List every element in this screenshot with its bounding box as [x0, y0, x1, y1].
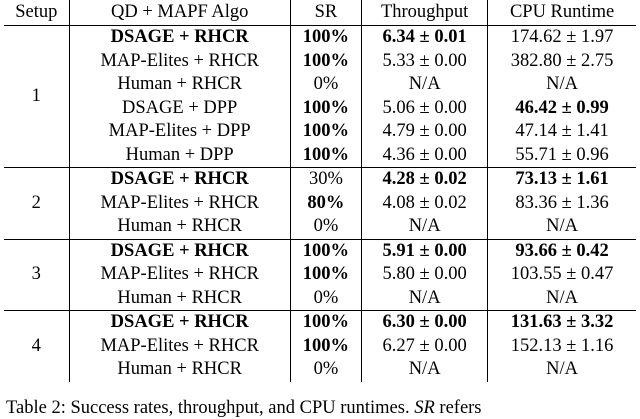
runtime-cell: N/A — [488, 215, 636, 239]
algo-cell: Human + RHCR — [69, 215, 290, 239]
sr-cell: 100% — [290, 239, 361, 263]
table-row — [4, 311, 636, 335]
runtime-cell: 55.71 ± 0.96 — [488, 144, 636, 168]
table-row — [4, 73, 636, 97]
setup-cell: 1 — [4, 26, 69, 168]
runtime-cell: 103.55 ± 0.47 — [510, 264, 614, 284]
setup-cell: 4 — [4, 311, 69, 382]
table-row — [4, 97, 636, 121]
throughput-cell: 5.33 ± 0.00 — [362, 50, 488, 74]
sr-cell: 0% — [290, 215, 361, 239]
table-row — [4, 144, 636, 168]
header-algo: QD + MAPF Algo — [69, 0, 290, 26]
table-row — [4, 192, 636, 216]
throughput-cell: N/A — [362, 73, 488, 97]
algo-cell: Human + RHCR — [69, 287, 290, 311]
runtime-cell: N/A — [546, 74, 579, 94]
table-row — [4, 239, 636, 263]
throughput-cell: 4.08 ± 0.02 — [362, 192, 488, 216]
header-setup: Setup — [4, 0, 69, 26]
table-row — [4, 335, 636, 359]
algo-cell: MAP-Elites + RHCR — [69, 263, 290, 287]
sr-cell: 30% — [290, 168, 361, 192]
sr-cell: 100% — [290, 263, 361, 287]
algo-cell: MAP-Elites + DPP — [69, 120, 290, 144]
sr-cell: 0% — [290, 73, 361, 97]
sr-cell: 100% — [290, 311, 361, 335]
algo-cell: Human + DPP — [69, 144, 290, 168]
algo-cell: MAP-Elites + RHCR — [69, 50, 290, 74]
caption-em: SR — [414, 398, 435, 418]
table-body — [4, 26, 636, 382]
throughput-cell: N/A — [362, 358, 488, 382]
sr-cell: 100% — [290, 144, 361, 168]
table-row — [4, 120, 636, 144]
runtime-cell: N/A — [488, 287, 636, 311]
setup-cell: 3 — [4, 239, 69, 311]
algo-cell: DSAGE + DPP — [69, 97, 290, 121]
runtime-cell: 73.13 ± 1.61 — [515, 169, 609, 189]
table-row — [4, 50, 636, 74]
header-sr: SR — [290, 0, 361, 26]
sr-cell: 100% — [290, 335, 361, 359]
sr-cell: 100% — [290, 26, 361, 50]
runtime-cell: 93.66 ± 0.42 — [515, 240, 609, 261]
sr-cell: 0% — [290, 287, 361, 311]
table-row — [4, 26, 636, 50]
caption-tail: refers — [434, 398, 482, 418]
throughput-cell: 6.34 ± 0.01 — [362, 26, 488, 50]
table-caption — [6, 398, 640, 419]
throughput-cell: N/A — [362, 287, 488, 311]
setup-cell: 2 — [4, 168, 69, 240]
throughput-cell: 6.27 ± 0.00 — [362, 335, 488, 359]
throughput-cell: 6.30 ± 0.00 — [362, 311, 488, 335]
sr-cell: 100% — [290, 120, 361, 144]
algo-cell: MAP-Elites + RHCR — [69, 335, 290, 359]
runtime-cell: 47.14 ± 1.41 — [515, 121, 609, 141]
table-row — [4, 215, 636, 239]
throughput-cell: N/A — [362, 215, 488, 239]
table-header-row — [4, 0, 636, 26]
table-row — [4, 287, 636, 311]
algo-cell: Human + RHCR — [69, 358, 290, 382]
algo-cell: DSAGE + RHCR — [69, 168, 290, 192]
runtime-cell: 382.80 ± 2.75 — [510, 50, 614, 71]
runtime-cell: 131.63 ± 3.32 — [510, 312, 614, 332]
algo-cell: DSAGE + RHCR — [69, 239, 290, 263]
sr-cell: 0% — [290, 358, 361, 382]
throughput-cell: 4.36 ± 0.00 — [362, 144, 488, 168]
throughput-cell: 5.06 ± 0.00 — [362, 97, 488, 121]
sr-cell: 100% — [290, 50, 361, 74]
results-table — [4, 0, 636, 382]
throughput-cell: 5.80 ± 0.00 — [362, 263, 488, 287]
header-throughput: Throughput — [362, 0, 488, 26]
table-row — [4, 263, 636, 287]
sr-cell: 80% — [290, 192, 361, 216]
throughput-cell: 5.91 ± 0.00 — [362, 239, 488, 263]
caption-lead: Table 2: Success rates, throughput, and CPU runtimes. — [6, 398, 415, 418]
runtime-cell: 83.36 ± 1.36 — [515, 192, 609, 213]
runtime-cell: 152.13 ± 1.16 — [510, 335, 614, 356]
algo-cell: MAP-Elites + RHCR — [69, 192, 290, 216]
throughput-cell: 4.79 ± 0.00 — [362, 120, 488, 144]
table-row — [4, 168, 636, 192]
table-row — [4, 358, 636, 382]
throughput-cell: 4.28 ± 0.02 — [362, 168, 488, 192]
runtime-cell: 174.62 ± 1.97 — [510, 27, 614, 47]
sr-cell: 100% — [290, 97, 361, 121]
algo-cell: Human + RHCR — [69, 73, 290, 97]
algo-cell: DSAGE + RHCR — [69, 26, 290, 50]
runtime-cell: N/A — [546, 359, 579, 379]
runtime-cell: 46.42 ± 0.99 — [515, 97, 609, 118]
algo-cell: DSAGE + RHCR — [69, 311, 290, 335]
header-runtime: CPU Runtime — [488, 0, 636, 26]
